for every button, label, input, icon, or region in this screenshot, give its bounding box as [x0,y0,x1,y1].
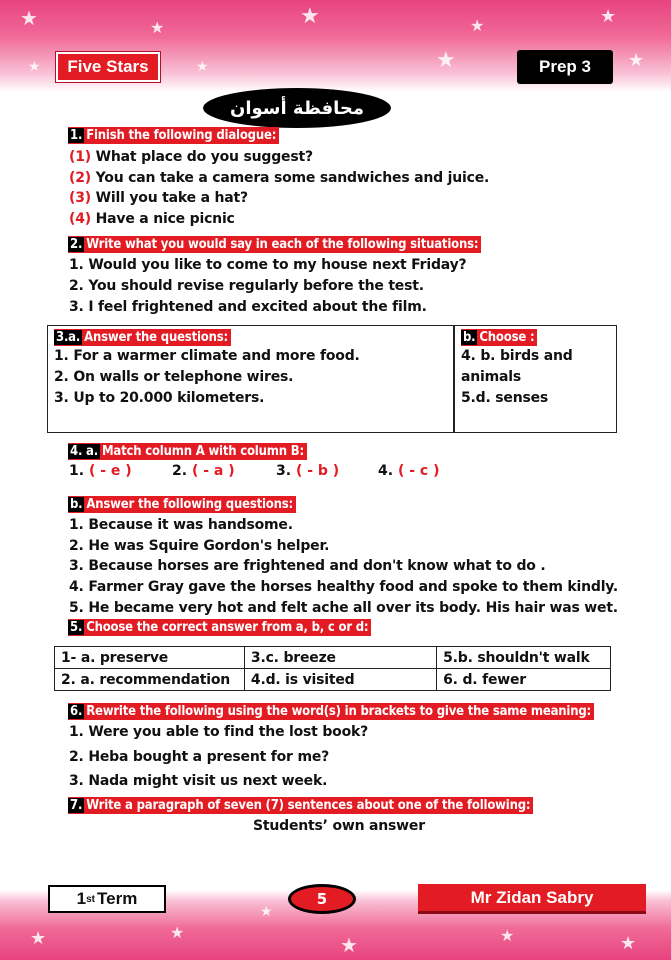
grade-label: Prep 3 [517,50,613,84]
q4b-item: 5. He became very hot and felt ache all over its body. His hair was wet. [69,600,618,616]
author-label: Mr Zidan Sabry [418,884,646,914]
page-number: 5 [288,884,356,914]
q7-number: 7. [70,798,83,813]
q2-number: 2. [70,237,83,252]
table-cell: 4.d. is visited [244,669,436,691]
star-icon: ★ [340,933,358,957]
star-icon: ★ [28,59,41,75]
term-word: Term [97,889,138,908]
star-icon: ★ [628,50,645,71]
q1-item-text: You can take a camera some sandwiches and juice. [95,170,490,186]
q6-title: Rewrite the following using the word(s) in brackets to give the same meaning: [86,704,592,719]
q2-item: 2. You should revise regularly before the test. [69,278,424,294]
q4b-item: 2. He was Squire Gordon's helper. [69,538,330,554]
series-label: Five Stars [56,52,160,82]
q6-item: 1. Were you able to find the lost book? [69,724,369,740]
q3b-title: Choose : [479,330,535,345]
q4b-item: 4. Farmer Gray gave the horses healthy food and spoke to them kindly. [69,579,619,595]
q3a-title: Answer the questions: [84,330,228,345]
match-item [172,463,235,479]
q3a-item: 3. Up to 20.000 kilometers. [54,390,265,406]
q3b-number: b. [463,330,476,345]
q1-number: 1. [70,128,83,143]
match-number: 2. [172,463,188,479]
star-icon: ★ [620,933,637,954]
star-icon: ★ [470,16,485,35]
star-icon: ★ [436,48,456,73]
match-number: 4. [378,463,394,479]
q1-item-text: Have a nice picnic [95,211,235,227]
table-cell: 5.b. shouldn't walk [437,647,611,669]
star-icon: ★ [150,18,165,37]
q5-answer-table [54,646,611,691]
q6-item: 2. Heba bought a present for me? [69,749,330,765]
match-item [69,463,132,479]
q6-item: 3. Nada might visit us next week. [69,773,328,789]
q2-heading [68,236,481,253]
q4a-heading [68,443,307,460]
q7-heading [68,797,533,814]
q6-number: 6. [70,704,83,719]
q1-item [69,190,248,206]
match-answer: ( - c ) [397,463,440,479]
q6-heading [68,703,594,720]
table-row [55,647,611,669]
q1-item-number: (2) [69,170,91,186]
table-cell: 3.c. breeze [244,647,436,669]
q4b-item: 3. Because horses are frightened and don't know what to do . [69,558,546,574]
q3a-item: 2. On walls or telephone wires. [54,369,294,385]
star-icon: ★ [260,904,273,920]
match-item [378,463,439,479]
q5-number: 5. [70,620,83,635]
q1-item-text: Will you take a hat? [95,190,248,206]
q4b-heading [68,496,296,513]
q1-item-text: What place do you suggest? [95,149,313,165]
q1-item-number: (1) [69,149,91,165]
star-icon: ★ [600,6,617,27]
q1-item [69,149,313,165]
q1-heading [68,127,279,144]
table-cell: 1- a. preserve [55,647,245,669]
table-row [55,669,611,691]
q3-box [47,325,617,433]
match-number: 3. [276,463,292,479]
q1-item-number: (3) [69,190,91,206]
table-cell: 2. a. recommendation [55,669,245,691]
match-item [276,463,339,479]
q2-title: Write what you would say in each of the following situations: [86,237,479,252]
q7-answer: Students’ own answer [253,818,425,834]
governorate-badge: محافظة أسوان [203,88,391,128]
q1-item [69,170,489,186]
match-answer: ( - a ) [191,463,235,479]
match-answer: ( - b ) [295,463,340,479]
q2-item: 3. I feel frightened and excited about the film. [69,299,427,315]
q5-heading [68,619,371,636]
q4b-item: 1. Because it was handsome. [69,517,293,533]
q3a-item: 1. For a warmer climate and more food. [54,348,360,364]
q1-item-number: (4) [69,211,91,227]
q7-title: Write a paragraph of seven (7) sentences about one of the following: [86,798,531,813]
q4b-number: b. [70,497,83,512]
star-icon: ★ [500,926,515,945]
q3a-heading [54,329,231,346]
star-icon: ★ [300,4,320,29]
q3b-item: animals [461,369,521,385]
q3b-item: 4. b. birds and [461,348,573,364]
star-icon: ★ [170,923,185,942]
q1-item [69,211,235,227]
star-icon: ★ [20,6,38,30]
q5-title: Choose the correct answer from a, b, c or d: [86,620,369,635]
star-icon: ★ [196,59,209,75]
q3b-heading [461,329,537,346]
q4a-number: 4. a. [70,444,98,459]
match-answer: ( - e ) [88,463,132,479]
q4b-title: Answer the following questions: [86,497,294,512]
q3-divider [453,326,455,432]
q2-item: 1. Would you like to come to my house next Friday? [69,257,467,273]
q4a-title: Match column A with column B: [101,444,304,459]
q3a-number: 3.a. [56,330,81,345]
table-cell: 6. d. fewer [437,669,611,691]
q1-title: Finish the following dialogue: [86,128,277,143]
q3b-item: 5.d. senses [461,390,549,406]
star-icon: ★ [30,928,47,949]
match-number: 1. [69,463,85,479]
term-label [48,885,166,913]
term-number: 1 [76,889,87,908]
term-suffix: st [86,893,96,905]
